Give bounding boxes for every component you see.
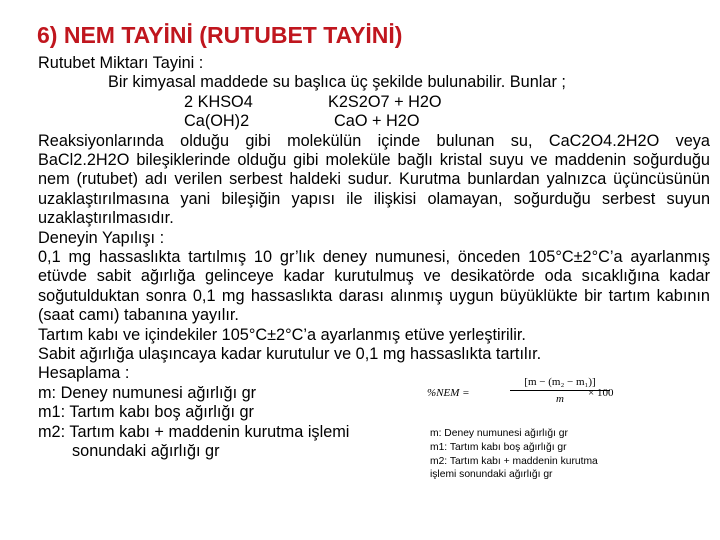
reaction-2 — [38, 112, 710, 131]
paragraph-oven: Tartım kabı ve içindekiler 105°C±2°C’a ayarlanmış etüve yerleştirilir. — [38, 325, 526, 344]
formula-numerator: [m − (m₂ − m₁)] — [524, 376, 596, 388]
legend-m: m: Deney numunesi ağırlığı gr — [430, 428, 568, 439]
formula-legend — [430, 427, 598, 482]
slide-title: 6) NEM TAYİNİ (RUTUBET TAYİNİ) — [37, 22, 403, 48]
paragraph-procedure: 0,1 mg hassaslıkta tartılmış 10 gr’lık deney numunesi, önceden 105°C±2°C’a ayarlanmış etüvde sabit ağırlığa gelinceye kadar kurutulmuş ve desikatörde oda sıcaklığına kadar soğutulduktan sonra 0,1 mg hassaslıkta darası alınmış uygun büyüklükte bir tartım kabının (saat camı) tabanına yayılır. — [38, 248, 710, 325]
reaction-1-reactant: 2 KHSO4 — [184, 92, 253, 111]
variable-m: m: Deney numunesi ağırlığı gr — [38, 383, 257, 402]
paragraph-constant-weight: Sabit ağırlığa ulaşıncaya kadar kurutulur ve 0,1 mg hassaslıkta tartılır. — [38, 345, 542, 364]
intro-sentence: Bir kimyasal maddede su başlıca üç şekilde bulunabilir. Bunlar ; — [108, 73, 566, 92]
legend-m1: m1: Tartım kabı boş ağırlığı gr — [430, 441, 567, 453]
legend-m2-cont: işlemi sonundaki ağırlığı gr — [430, 469, 553, 481]
reaction-2-reactant: Ca(OH)2 — [184, 112, 250, 131]
paragraph-water-types: Reaksiyonlarında olduğu gibi molekülün içinde bulunan su, CaC2O4.2H2O veya BaCl2.2H2O bileşiklerinde olduğu gibi moleküle bağlı kristal suyu ve maddenin soğurduğu nem (rutubet) adı verilen serbest haldeki sudur. Kurutma bunlardan yalnızca üçüncüsünün uzaklaştırılmasına yani bileşiğin yapısı ile ilişkisi olamayan, soğurduğu serbest suyun uzaklaştırılmasıdır. — [38, 131, 710, 228]
variable-m2-cont: sonundaki ağırlığı gr — [72, 442, 220, 461]
heading-calculation: Hesaplama : — [38, 364, 130, 383]
reaction-2-products: CaO + H2O — [334, 112, 420, 131]
formula-denominator: m — [556, 393, 564, 405]
formula-lhs: %NEM = — [427, 387, 470, 399]
heading-procedure: Deneyin Yapılışı : — [38, 228, 165, 247]
reaction-1-products: K2S2O7 + H2O — [328, 92, 442, 111]
legend-m2: m2: Tartım kabı + maddenin kurutma — [430, 455, 598, 467]
formula-multiplier: × 100 — [588, 387, 614, 399]
subtitle-moisture-amount: Rutubet Miktarı Tayini : — [38, 54, 204, 72]
variable-m1: m1: Tartım kabı boş ağırlığı gr — [38, 403, 254, 422]
variable-m2: m2: Tartım kabı + maddenin kurutma işlemi — [38, 422, 350, 441]
reaction-1 — [38, 93, 710, 112]
